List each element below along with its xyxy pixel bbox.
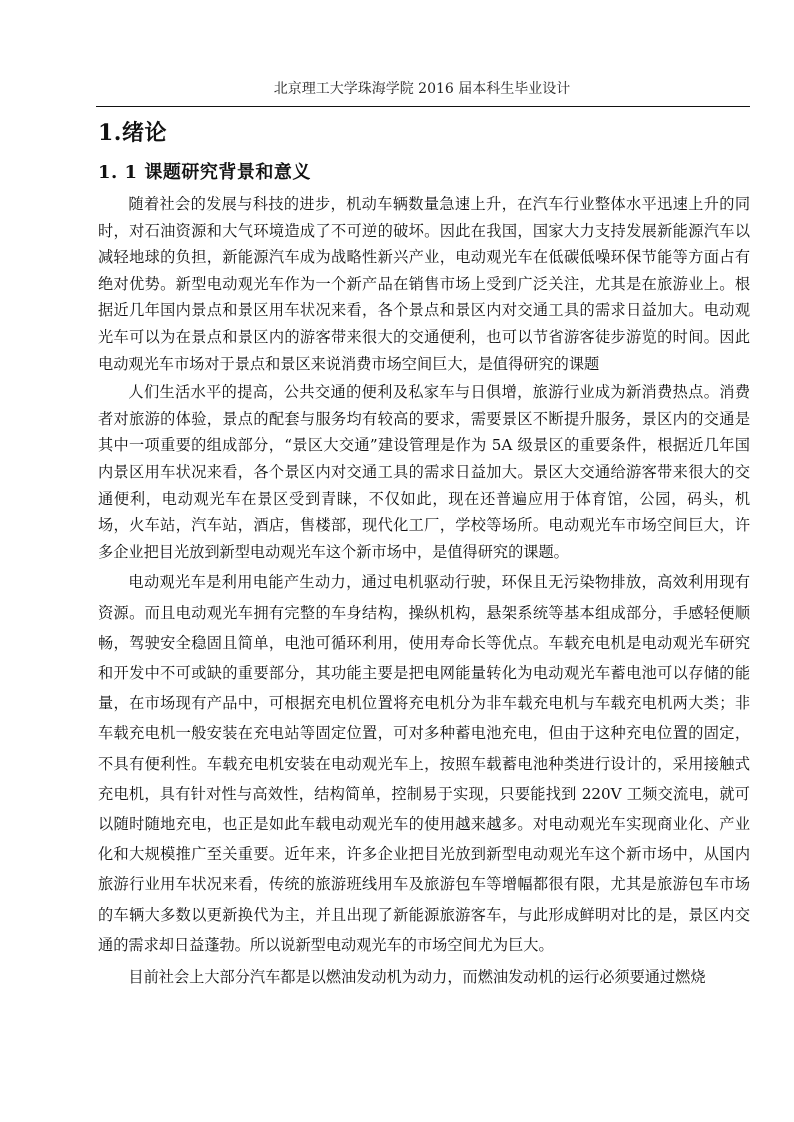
body-text — [98, 191, 750, 992]
paragraph-1: 随着社会的发展与科技的进步，机动车辆数量急速上升，在汽车行业整体水平迅速上升的同时，对石油资源和大气环境造成了不可逆的破坏。因此在我国，国家大力支持发展新能源汽车以减轻地球的负担，新能源汽车成为战略性新兴产业，电动观光车在低碳低噪环保节能等方面占有绝对优势。新型电动观光车作为一个新产品在销售市场上受到广泛关注，尤其是在旅游业上。根据近几年国内景点和景区用车状况来看，各个景点和景区内对交通工具的需求日益加大。电动观光车可以为在景点和景区内的游客带来很大的交通便利，也可以节省游客徒步游览的时间。因此电动观光车市场对于景点和景区来说消费市场空间巨大，是值得研究的课题 — [98, 195, 750, 373]
paragraph-4: 目前社会上大部分汽车都是以燃油发动机为动力，而燃油发动机的运行必须要通过燃烧 — [128, 967, 706, 986]
chapter-title: 1.绪论 — [98, 120, 167, 146]
header-rule — [96, 106, 750, 107]
paragraph-2: 人们生活水平的提高，公共交通的便利及私家车与日俱增，旅游行业成为新消费热点。消费者对旅游的体验，景点的配套与服务均有较高的要求，需要景区不断提升服务，景区内的交通是其中一项重要的组成部分，“景区大交通”建设管理是作为 5A 级景区的重要条件，根据近几年国内景区用车状况来看，各个景区内对交通工具的需求日益加大。景区大交通给游客带来很大的交通便利，电动观光车在景区受到青睐，不仅如此，现在还普遍应用于体育馆，公园，码头，机场，火车站，汽车站，酒店，售楼部，现代化工厂，学校等场所。电动观光车市场空间巨大，许多企业把目光放到新型电动观光车这个新市场中，是值得研究的课题。 — [98, 383, 750, 561]
running-header: 北京理工大学珠海学院 2016 届本科生毕业设计 — [273, 81, 571, 97]
section-title: 1. 1 课题研究背景和意义 — [98, 162, 311, 183]
paragraph-3: 电动观光车是利用电能产生动力，通过电机驱动行驶，环保且无污染物排放，高效利用现有资源。而且电动观光车拥有完整的车身结构，操纵机构，悬架系统等基本组成部分，手感轻便顺畅，驾驶安全稳固且简单，电池可循环利用，使用寿命长等优点。车载充电机是电动观光车研究和开发中不可或缺的重要部分，其功能主要是把电网能量转化为电动观光车蓄电池可以存储的能量，在市场现有产品中，可根据充电机位置将充电机分为非车载充电机与车载充电机两大类；非车载充电机一般安装在充电站等固定位置，可对多种蓄电池充电，但由于这种充电位置的固定，不具有便利性。车载充电机安装在电动观光车上，按照车载蓄电池种类进行设计的，采用接触式充电机，具有针对性与高效性，结构简单，控制易于实现，只要能找到 220V 工频交流电，就可以随时随地充电，也正是如此车载电动观光车的使用越来越多。对电动观光车实现商业化、产业化和大规模推广至关重要。近年来，许多企业把目光放到新型电动观光车这个新市场中，从国内旅游行业用车状况来看，传统的旅游班线用车及旅游包车等增幅都很有限，尤其是旅游包车市场的车辆大多数以更新换代为主，并且出现了新能源旅游客车，与此形成鲜明对比的是，景区内交通的需求却日益蓬勃。所以说新型电动观光车的市场空间尤为巨大。 — [98, 573, 750, 954]
